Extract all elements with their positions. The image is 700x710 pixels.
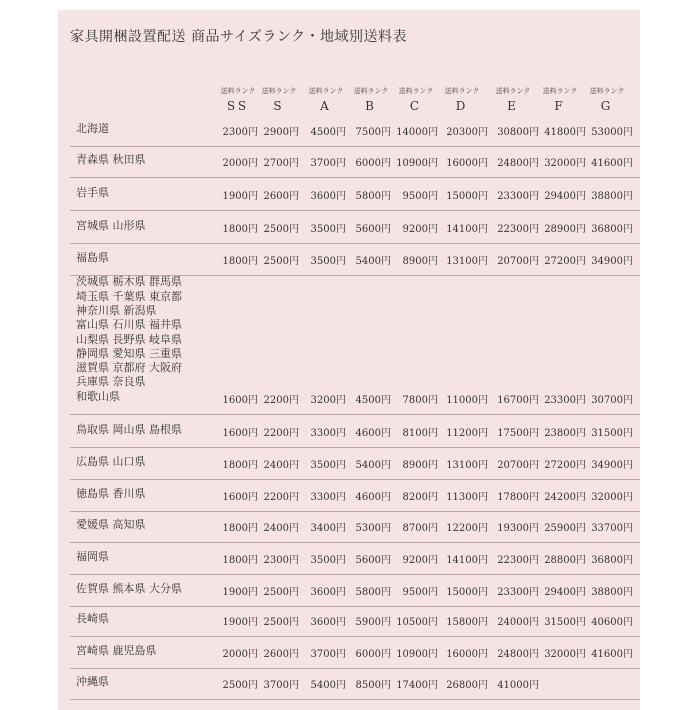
price-cell-ss: 1900円: [222, 617, 258, 628]
price-cell-b: 5400円: [355, 460, 391, 471]
price-cell-a: 3500円: [310, 555, 346, 566]
price-cell-b: 5800円: [355, 587, 391, 598]
price-cell-f: 28800円: [544, 555, 586, 566]
price-cell-e: 20700円: [497, 460, 539, 471]
price-cell-c: 9200円: [402, 555, 438, 566]
rank-caption: 送料ランク: [398, 87, 434, 95]
price-cell-g: 41600円: [591, 158, 633, 169]
price-cell-a: 3700円: [310, 158, 346, 169]
price-cell-c: 9500円: [402, 191, 438, 202]
price-cell-f: 41800円: [544, 127, 586, 138]
region-name: 広島県 山口県: [76, 454, 146, 468]
region-cell: [76, 153, 146, 167]
price-cell-g: 41600円: [591, 649, 633, 660]
price-cell-d: 11000円: [446, 395, 488, 406]
price-cell-ss: 1600円: [222, 428, 258, 439]
price-cell-f: 24200円: [544, 492, 586, 503]
price-cell-d: 16000円: [446, 158, 488, 169]
price-cell-ss: 1900円: [222, 587, 258, 598]
region-name: 兵庫県 奈良県: [76, 375, 146, 389]
price-cell-e: 30800円: [497, 127, 539, 138]
region-cell: [76, 423, 182, 437]
price-cell-s: 2700円: [263, 158, 299, 169]
price-cell-ss: 1800円: [222, 523, 258, 534]
region-name: 愛媛県 高知県: [76, 517, 146, 531]
table-row: [58, 415, 640, 448]
region-name: 山梨県 長野県 岐阜県: [76, 332, 182, 346]
price-cell-s: 2300円: [263, 555, 299, 566]
price-cell-b: 5600円: [355, 224, 391, 235]
price-cell-ss: 2500円: [222, 680, 258, 691]
price-cell-g: 32000円: [591, 492, 633, 503]
price-cell-d: 15800円: [446, 617, 488, 628]
region-cell: [76, 550, 109, 564]
region-cell: [76, 518, 146, 532]
page-title: 家具開梱設置配送 商品サイズランク・地域別送料表: [70, 29, 408, 45]
price-cell-c: 9500円: [402, 587, 438, 598]
price-cell-g: 40600円: [591, 617, 633, 628]
rank-caption: 送料ランク: [444, 87, 480, 95]
price-cell-e: 24000円: [497, 617, 539, 628]
price-cell-s: 2400円: [263, 523, 299, 534]
price-cell-a: 4500円: [310, 127, 346, 138]
region-cell: [76, 455, 146, 469]
rank-caption: 送料ランク: [495, 87, 531, 95]
price-cell-d: 11300円: [446, 492, 488, 503]
price-cell-f: 25900円: [544, 523, 586, 534]
price-cell-ss: 1600円: [222, 492, 258, 503]
price-cell-c: 8100円: [402, 428, 438, 439]
price-cell-b: 8500円: [355, 680, 391, 691]
price-cell-f: 32000円: [544, 649, 586, 660]
table-row: [58, 480, 640, 512]
price-cell-a: 3300円: [310, 492, 346, 503]
price-cell-b: 4600円: [355, 428, 391, 439]
price-cell-g: 33700円: [591, 523, 633, 534]
price-cell-b: 5600円: [355, 555, 391, 566]
price-cell-g: 34900円: [591, 256, 633, 267]
region-name: 福岡県: [76, 549, 109, 563]
table-row: [58, 575, 640, 607]
price-cell-f: 27200円: [544, 460, 586, 471]
region-cell: [76, 122, 109, 136]
price-cell-d: 14100円: [446, 224, 488, 235]
price-cell-f: 31500円: [544, 617, 586, 628]
region-name: 茨城県 栃木県 群馬県: [76, 275, 182, 289]
region-name: 佐賀県 熊本県 大分県: [76, 581, 182, 595]
region-name: 和歌山県: [76, 389, 120, 403]
region-name: 福島県: [76, 250, 109, 264]
price-cell-s: 2600円: [263, 649, 299, 660]
price-cell-c: 10500円: [396, 617, 438, 628]
price-cell-g: 36800円: [591, 555, 633, 566]
price-cell-g: 34900円: [591, 460, 633, 471]
region-name: 富山県 石川県 福井県: [76, 318, 182, 332]
price-cell-e: 24800円: [497, 158, 539, 169]
price-cell-b: 4500円: [355, 395, 391, 406]
price-cell-a: 3500円: [310, 224, 346, 235]
price-cell-g: 38800円: [591, 587, 633, 598]
price-cell-e: 23300円: [497, 587, 539, 598]
table-row: [58, 637, 640, 669]
price-cell-a: 3200円: [310, 395, 346, 406]
region-name: 宮崎県 鹿児島県: [76, 643, 157, 657]
region-cell: [76, 251, 109, 265]
price-cell-s: 2500円: [263, 256, 299, 267]
price-cell-c: 8900円: [402, 256, 438, 267]
rank-caption: 送料ランク: [589, 87, 625, 95]
price-cell-a: 3600円: [310, 191, 346, 202]
price-cell-s: 2200円: [263, 492, 299, 503]
price-cell-s: 2500円: [263, 224, 299, 235]
price-cell-c: 10900円: [396, 649, 438, 660]
price-cell-g: 38800円: [591, 191, 633, 202]
region-name: 神奈川県 新潟県: [76, 303, 157, 317]
price-cell-a: 3600円: [310, 587, 346, 598]
rank-label-c: C: [409, 99, 423, 113]
price-cell-d: 15000円: [446, 191, 488, 202]
rank-label-a: A: [320, 99, 332, 113]
price-cell-s: 2500円: [263, 587, 299, 598]
price-cell-ss: 1800円: [222, 224, 258, 235]
price-cell-d: 20300円: [446, 127, 488, 138]
price-cell-b: 5800円: [355, 191, 391, 202]
region-name: 沖縄県: [76, 674, 109, 688]
price-cell-ss: 2300円: [222, 127, 258, 138]
region-cell: [76, 487, 146, 501]
price-cell-f: 32000円: [544, 158, 586, 169]
price-cell-d: 12200円: [446, 523, 488, 534]
price-cell-a: 3400円: [310, 523, 346, 534]
region-name: 鳥取県 岡山県 島根県: [76, 422, 182, 436]
price-cell-c: 7800円: [402, 395, 438, 406]
price-cell-s: 2500円: [263, 617, 299, 628]
price-cell-s: 2200円: [263, 428, 299, 439]
price-cell-c: 8200円: [402, 492, 438, 503]
price-cell-ss: 1800円: [222, 460, 258, 471]
price-cell-s: 2200円: [263, 395, 299, 406]
rank-label-e: E: [507, 99, 519, 113]
price-cell-c: 17400円: [396, 680, 438, 691]
price-cell-ss: 1800円: [222, 555, 258, 566]
price-cell-e: 22300円: [497, 224, 539, 235]
region-name: 青森県 秋田県: [76, 152, 146, 166]
rank-label-f: F: [554, 99, 566, 113]
price-cell-f: 29400円: [544, 587, 586, 598]
price-cell-d: 15000円: [446, 587, 488, 598]
region-cell: [76, 644, 157, 658]
region-cell: [76, 219, 146, 233]
price-cell-e: 41000円: [497, 680, 539, 691]
price-cell-s: 3700円: [263, 680, 299, 691]
price-cell-e: 20700円: [497, 256, 539, 267]
rank-label-s: S: [273, 99, 285, 113]
price-cell-a: 3600円: [310, 617, 346, 628]
table-row: [58, 147, 640, 178]
region-name: 埼玉県 千葉県 東京都: [76, 289, 182, 303]
price-cell-e: 17500円: [497, 428, 539, 439]
region-name: 岩手県: [76, 185, 109, 199]
price-cell-b: 5300円: [355, 523, 391, 534]
table-row: [58, 607, 640, 637]
price-cell-s: 2600円: [263, 191, 299, 202]
table-row: [58, 448, 640, 480]
price-cell-e: 19300円: [497, 523, 539, 534]
price-cell-ss: 1900円: [222, 191, 258, 202]
rank-caption: 送料ランク: [261, 87, 297, 95]
region-cell: [76, 675, 109, 689]
rank-label-g: G: [600, 99, 614, 113]
price-cell-d: 13100円: [446, 460, 488, 471]
table-row: [58, 276, 640, 415]
price-cell-ss: 1800円: [222, 256, 258, 267]
price-cell-d: 11200円: [446, 428, 488, 439]
price-cell-c: 8900円: [402, 460, 438, 471]
price-cell-c: 10900円: [396, 158, 438, 169]
region-cell: [76, 275, 182, 404]
price-cell-e: 16700円: [497, 395, 539, 406]
region-name: 滋賀県 京都府 大阪府: [76, 361, 182, 375]
rank-caption: 送料ランク: [220, 87, 256, 95]
price-cell-ss: 1600円: [222, 395, 258, 406]
price-cell-c: 14000円: [396, 127, 438, 138]
table-row: [58, 244, 640, 276]
region-name: 徳島県 香川県: [76, 486, 146, 500]
price-cell-a: 3500円: [310, 460, 346, 471]
price-cell-b: 7500円: [355, 127, 391, 138]
price-cell-a: 3700円: [310, 649, 346, 660]
rank-caption: 送料ランク: [542, 87, 578, 95]
region-name: 北海道: [76, 121, 109, 135]
table-row: [58, 178, 640, 211]
price-cell-b: 4600円: [355, 492, 391, 503]
rank-caption: 送料ランク: [353, 87, 389, 95]
price-cell-a: 3300円: [310, 428, 346, 439]
rank-label-d: D: [455, 99, 469, 113]
price-cell-e: 24800円: [497, 649, 539, 660]
rank-label-ss: SS: [226, 99, 250, 113]
price-cell-d: 26800円: [446, 680, 488, 691]
price-cell-s: 2900円: [263, 127, 299, 138]
price-cell-ss: 2000円: [222, 649, 258, 660]
price-cell-e: 17800円: [497, 492, 539, 503]
price-cell-d: 16000円: [446, 649, 488, 660]
price-cell-e: 23300円: [497, 191, 539, 202]
price-cell-g: 30700円: [591, 395, 633, 406]
price-cell-d: 13100円: [446, 256, 488, 267]
price-cell-b: 6000円: [355, 158, 391, 169]
rank-caption: 送料ランク: [308, 87, 344, 95]
price-cell-e: 22300円: [497, 555, 539, 566]
table-row: [58, 113, 640, 147]
price-cell-b: 5900円: [355, 617, 391, 628]
price-cell-g: 36800円: [591, 224, 633, 235]
price-cell-c: 9200円: [402, 224, 438, 235]
region-cell: [76, 582, 182, 596]
region-cell: [76, 612, 109, 626]
price-cell-c: 8700円: [402, 523, 438, 534]
price-cell-b: 5400円: [355, 256, 391, 267]
price-cell-f: 27200円: [544, 256, 586, 267]
price-cell-f: 23800円: [544, 428, 586, 439]
shipping-rate-table: [58, 10, 640, 710]
table-row: [58, 211, 640, 244]
price-cell-ss: 2000円: [222, 158, 258, 169]
region-cell: [76, 186, 109, 200]
price-cell-f: 23300円: [544, 395, 586, 406]
price-cell-g: 53000円: [591, 127, 633, 138]
table-row: [58, 669, 640, 700]
price-cell-s: 2400円: [263, 460, 299, 471]
rank-label-b: B: [365, 99, 377, 113]
price-cell-d: 14100円: [446, 555, 488, 566]
price-cell-g: 31500円: [591, 428, 633, 439]
price-cell-a: 3500円: [310, 256, 346, 267]
region-name: 長崎県: [76, 611, 109, 625]
price-cell-f: 28900円: [544, 224, 586, 235]
price-cell-b: 6000円: [355, 649, 391, 660]
price-cell-a: 5400円: [310, 680, 346, 691]
region-name: 静岡県 愛知県 三重県: [76, 346, 182, 360]
region-name: 宮城県 山形県: [76, 218, 146, 232]
table-row: [58, 543, 640, 575]
table-row: [58, 512, 640, 543]
price-cell-f: 29400円: [544, 191, 586, 202]
